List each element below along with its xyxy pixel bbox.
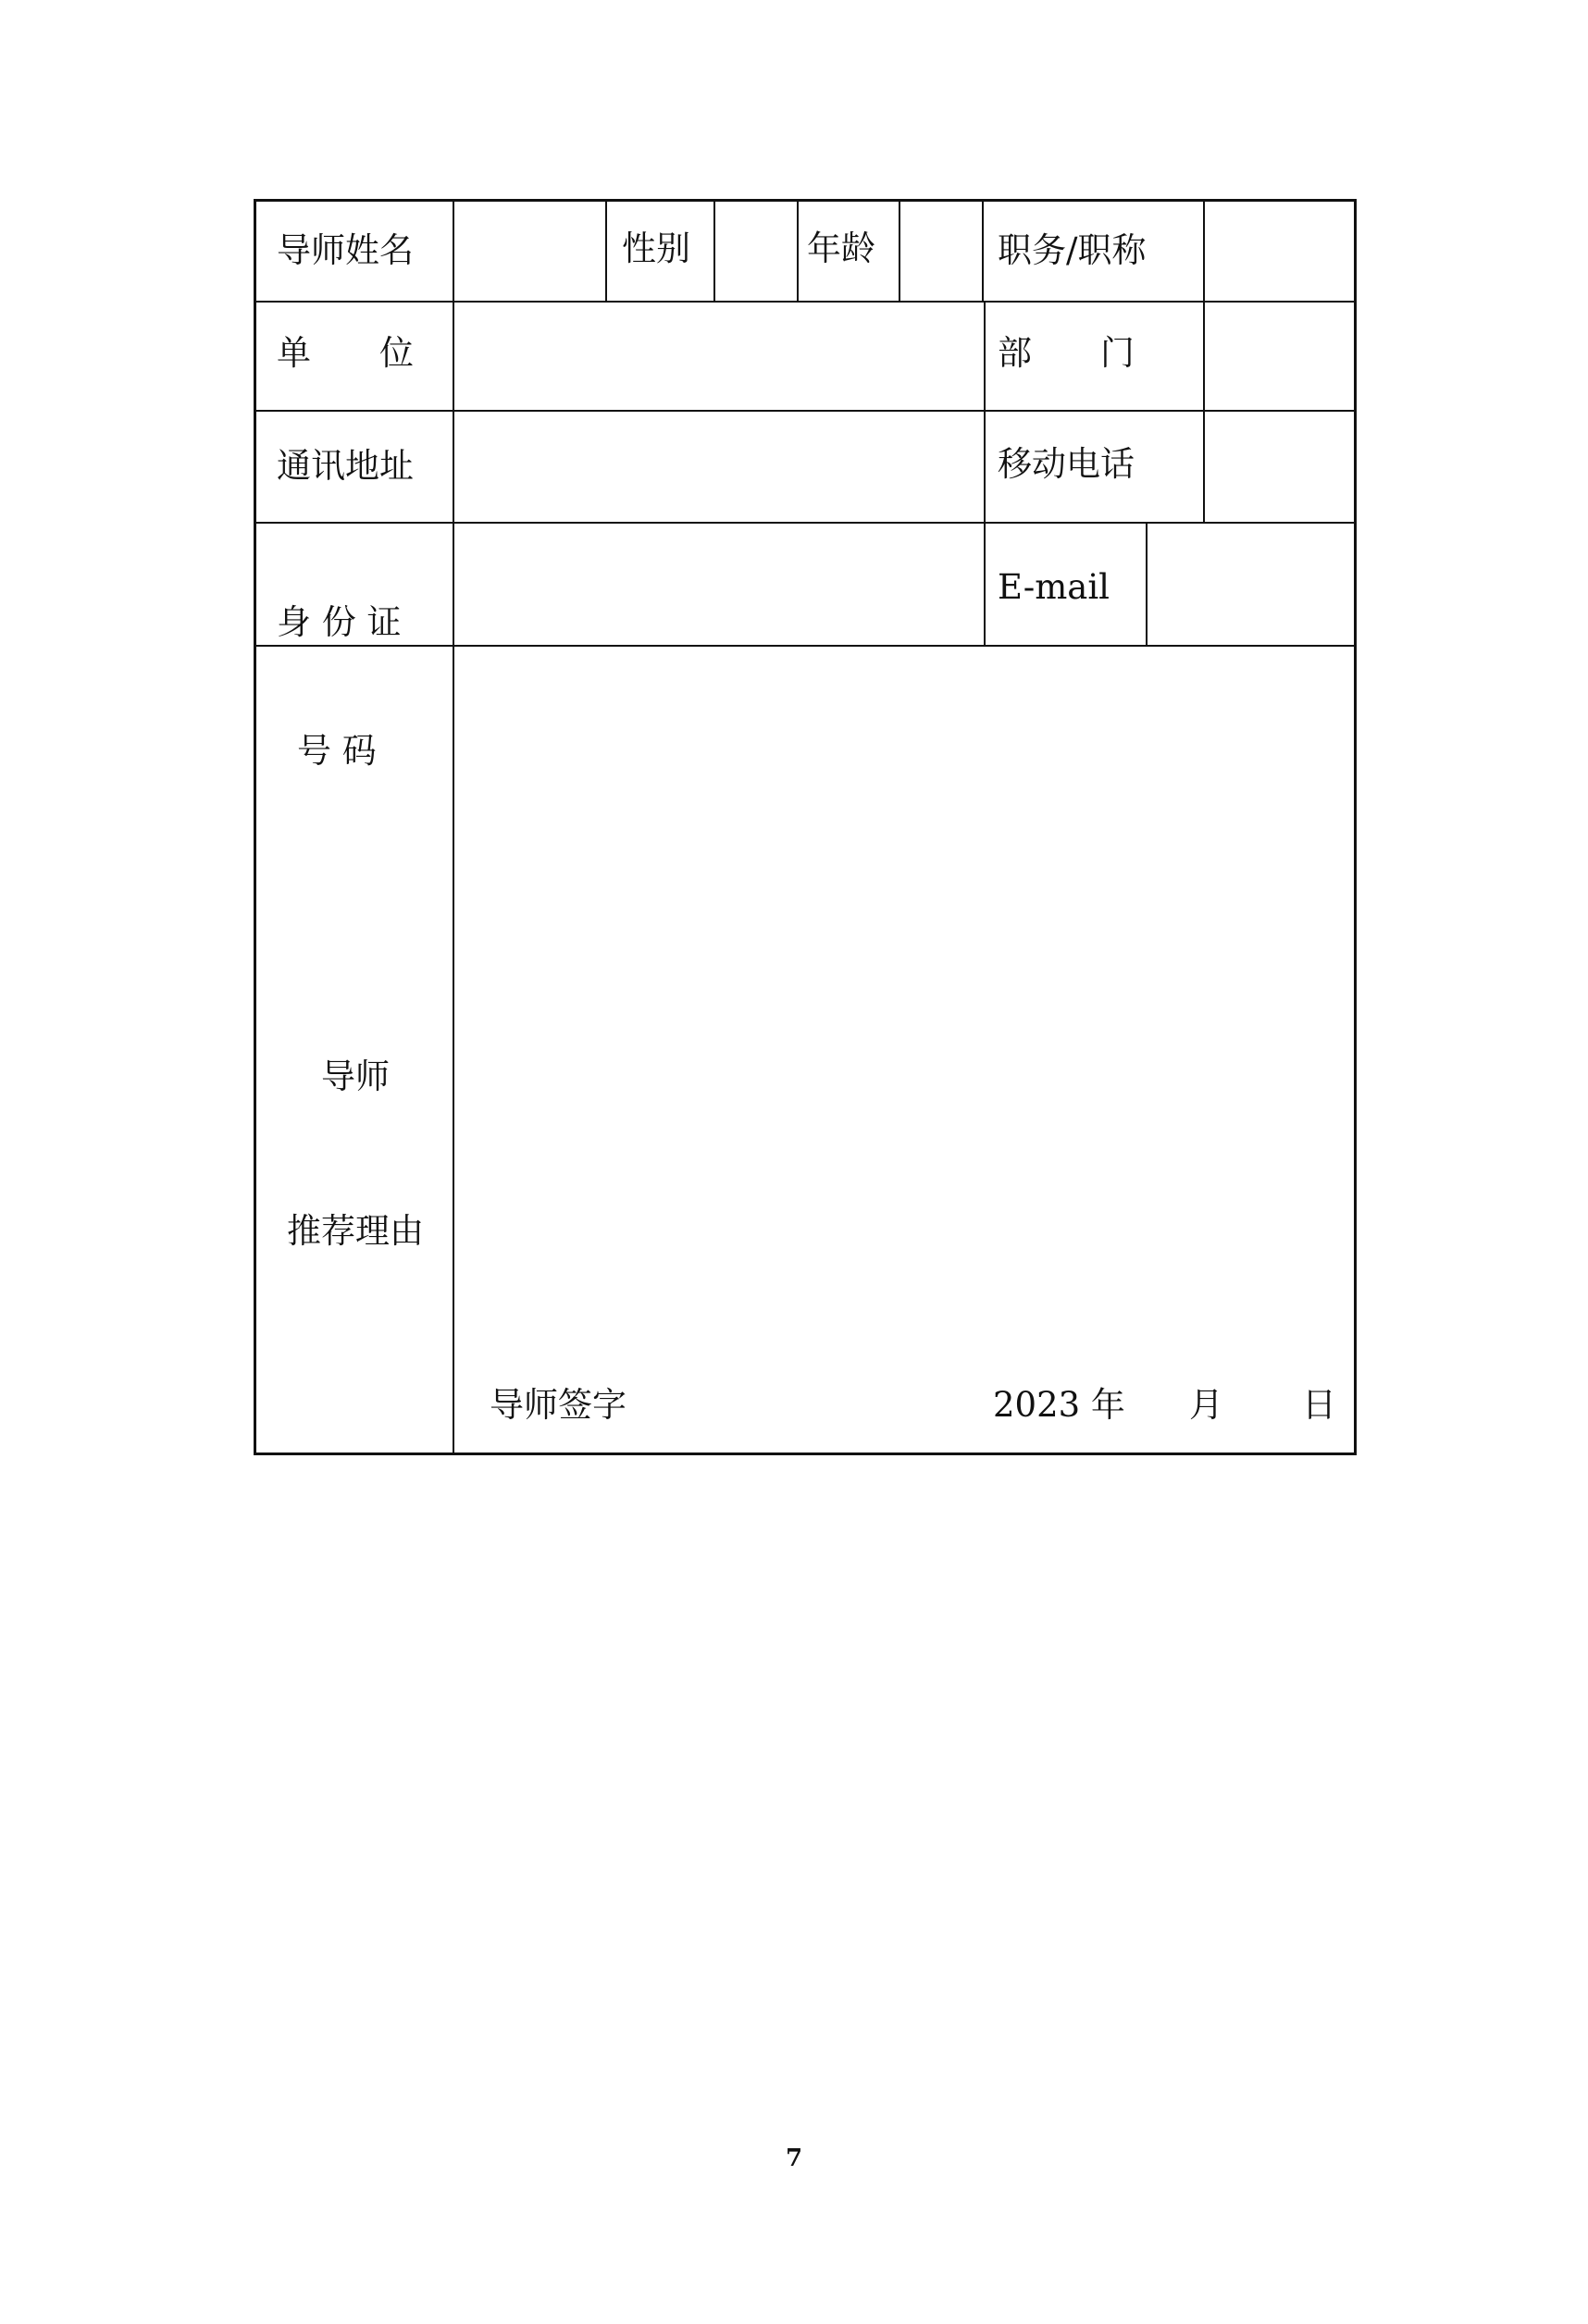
row-divider-2 bbox=[256, 410, 1354, 412]
address-label: 通讯地址 bbox=[277, 446, 414, 486]
unit-label: 单 位 bbox=[277, 333, 414, 373]
address-field[interactable] bbox=[455, 413, 983, 521]
reason-label-line1: 导师 bbox=[321, 1057, 390, 1096]
mobile-field[interactable] bbox=[1206, 413, 1354, 521]
department-label: 部 门 bbox=[998, 333, 1135, 373]
mentor-name-label: 导师姓名 bbox=[277, 230, 414, 270]
unit-field[interactable] bbox=[455, 303, 983, 409]
recommendation-reason-label bbox=[277, 991, 434, 1317]
row-divider-4 bbox=[256, 645, 1354, 647]
right-divider-r2r3 bbox=[1203, 301, 1205, 522]
gender-label: 性别 bbox=[622, 229, 690, 268]
id-number-field[interactable] bbox=[455, 525, 983, 644]
row-divider-1 bbox=[256, 301, 1354, 303]
r1-divider-a bbox=[605, 202, 607, 301]
id-number-label-line2: 号 码 bbox=[297, 731, 377, 771]
page-number: 7 bbox=[785, 2145, 803, 2172]
email-field[interactable] bbox=[1148, 525, 1354, 644]
r1-divider-d bbox=[899, 202, 900, 301]
label-column-divider bbox=[453, 202, 454, 1452]
recommendation-reason-field[interactable] bbox=[455, 648, 1354, 1378]
age-label: 年龄 bbox=[807, 229, 875, 268]
r1-divider-b bbox=[713, 202, 715, 301]
age-field[interactable] bbox=[901, 202, 981, 300]
mentor-recommendation-form bbox=[254, 199, 1357, 1455]
r1-divider-e bbox=[982, 202, 984, 301]
title-field[interactable] bbox=[1206, 202, 1354, 300]
email-label: E-mail bbox=[998, 567, 1110, 607]
mentor-name-field[interactable] bbox=[455, 202, 604, 300]
mid-divider bbox=[984, 301, 986, 645]
title-label: 职务/职称 bbox=[998, 230, 1147, 270]
mobile-label: 移动电话 bbox=[998, 444, 1135, 484]
date-day: 日 bbox=[1302, 1385, 1336, 1425]
r1-divider-c bbox=[797, 202, 799, 301]
date-year: 2023 年 bbox=[993, 1385, 1125, 1425]
gender-field[interactable] bbox=[716, 202, 796, 300]
row-divider-3 bbox=[256, 522, 1354, 524]
r1-divider-f bbox=[1203, 202, 1205, 301]
signature-label: 导师签字 bbox=[490, 1385, 627, 1425]
id-number-label bbox=[277, 537, 402, 836]
right-divider-r4 bbox=[1146, 522, 1148, 645]
reason-label-line2: 推荐理由 bbox=[287, 1211, 424, 1251]
date-month: 月 bbox=[1189, 1385, 1223, 1425]
department-field[interactable] bbox=[1206, 303, 1354, 409]
id-number-label-line1: 身 份 证 bbox=[277, 602, 402, 642]
